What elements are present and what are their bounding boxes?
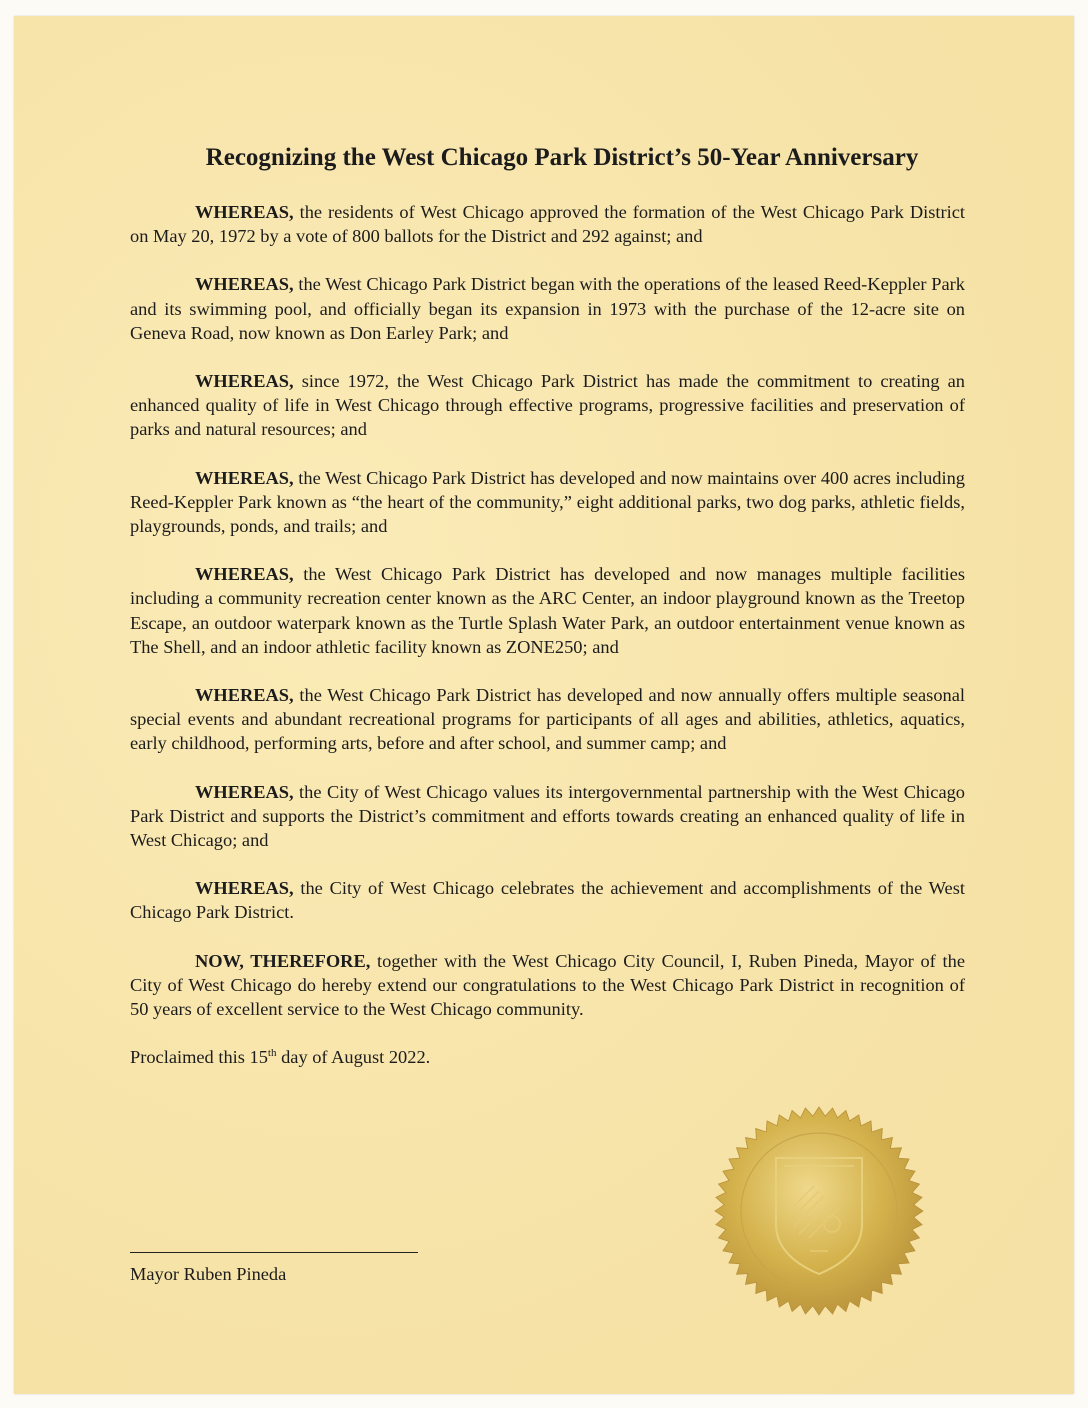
paragraph-text: the West Chicago Park District has developed and now annually offers multiple seasonal special events and abundant recreational programs for participants of all ages and abilities, athletics, aquatics, early childhood, performing arts, before and after school, and summer camp; and	[130, 685, 965, 754]
paragraph-text: the City of West Chicago values its intergovernmental partnership with the West Chicago Park District and supports the District’s commitment and efforts towards creating an enhanced quality of life in West Chicago; and	[130, 781, 965, 851]
paragraph-lead: WHEREAS,	[195, 564, 294, 585]
paragraph-text: since 1972, the West Chicago Park District has made the commitment to creating an enhanced quality of life in West Chicago through effective programs, progressive facilities and preservation of parks and natural resources; and	[130, 371, 965, 440]
signature-name: Mayor Ruben Pineda	[130, 1264, 287, 1284]
proclaimed-rest: day of August 2022.	[276, 1047, 431, 1068]
paragraph-lead: WHEREAS,	[195, 685, 294, 706]
whereas-paragraph-3	[130, 369, 965, 442]
proclaimed-date	[130, 1045, 965, 1069]
whereas-paragraph-2	[130, 272, 965, 345]
paragraph-lead: WHEREAS,	[195, 202, 294, 222]
proclamation-page	[14, 16, 1074, 1394]
paragraph-lead: WHEREAS,	[195, 781, 294, 802]
ordinal-suffix: th	[267, 1047, 277, 1060]
paragraph-text: the West Chicago Park District began with the operations of the leased Reed-Keppler Park and its swimming pool, and officially began its expansion in 1973 with the purchase of the 12-acre site on Geneva Road, now known as Don Earley Park; and	[130, 274, 965, 343]
paragraph-lead: WHEREAS,	[195, 878, 294, 899]
whereas-paragraph-8	[130, 876, 965, 924]
paragraph-text: the residents of West Chicago approved the formation of the West Chicago Park District on May 20, 1972 by a vote of 800 ballots for the District and 292 against; and	[130, 202, 965, 247]
therefore-paragraph	[130, 949, 965, 1022]
signature-line	[130, 1252, 418, 1253]
whereas-paragraph-4	[130, 466, 965, 539]
whereas-paragraph-5	[130, 562, 965, 659]
page-title: Recognizing the West Chicago Park District’s 50-Year Anniversary	[205, 144, 919, 171]
whereas-paragraph-6	[130, 683, 965, 756]
proclaimed-prefix: Proclaimed this 15	[130, 1047, 268, 1068]
gold-city-seal-icon	[714, 1106, 924, 1316]
paragraph-text: the West Chicago Park District has developed and now manages multiple facilities including a community recreation center known as the ARC Center, an indoor playground known as the Treetop Escape, an outdoor waterpark known as the Turtle Splash Water Park, an outdoor entertainment venue known as The Shell, and an indoor athletic facility known as ZONE250; and	[130, 564, 965, 657]
paragraph-lead: WHEREAS,	[195, 467, 294, 488]
proclamation-body	[130, 200, 965, 1069]
whereas-paragraph-7	[130, 780, 965, 853]
paragraph-text: the City of West Chicago celebrates the achievement and accomplishments of the West Chicago Park District.	[130, 878, 965, 923]
paragraph-lead: WHEREAS,	[195, 371, 294, 392]
paragraph-text: together with the West Chicago City Council, I, Ruben Pineda, Mayor of the City of West Chicago do hereby extend our congratulations to the West Chicago Park District in recognition of 50 years of excellent service to the West Chicago community.	[130, 950, 965, 1020]
paragraph-lead: NOW, THEREFORE,	[195, 950, 371, 971]
whereas-paragraph-1	[130, 200, 965, 248]
paragraph-text: the West Chicago Park District has developed and now maintains over 400 acres including Reed-Keppler Park known as “the heart of the community,” eight additional parks, two dog parks, athletic fields, playgrounds, ponds, and trails; and	[130, 467, 965, 537]
paragraph-lead: WHEREAS,	[195, 274, 294, 295]
